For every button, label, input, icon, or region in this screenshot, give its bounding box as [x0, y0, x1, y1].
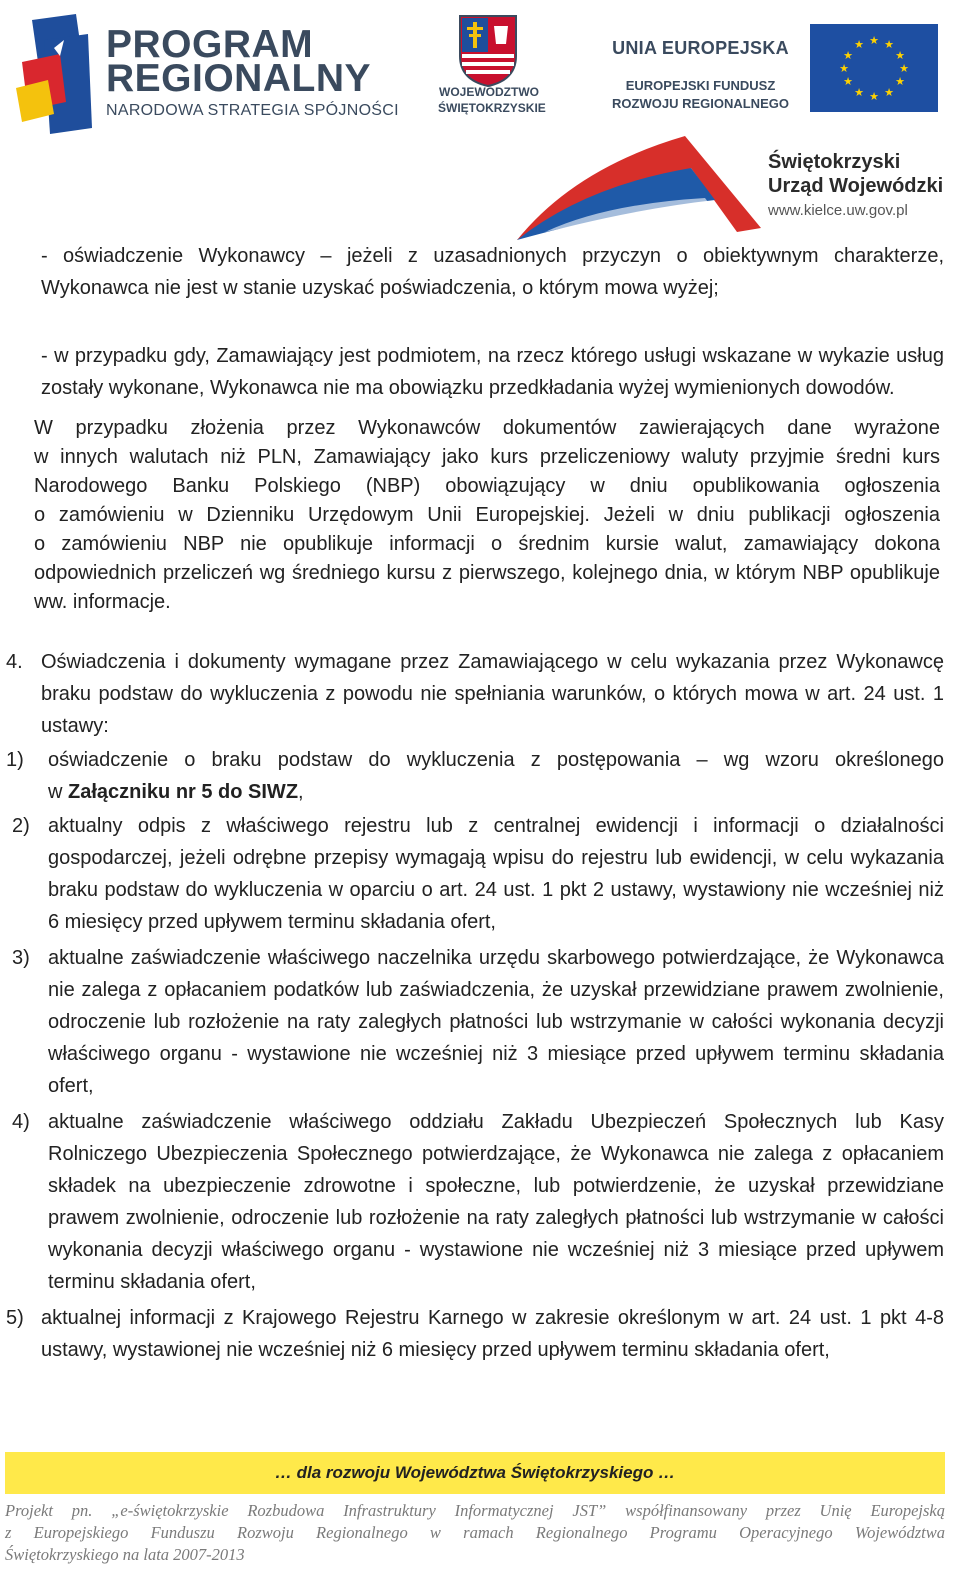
text-line: braku podstaw do wykluczenia z powodu nie spełniania warunków, o których mowa w art. 24 ust. 1	[41, 683, 944, 705]
text-line: prawem zwolnienie, odroczenie lub rozłożenie na raty zaległych płatności lub wstrzymanie w całości	[48, 1207, 944, 1229]
wojewodztwo-label	[438, 84, 546, 116]
text-line: Oświadczenia i dokumenty wymagane przez Zamawiającego w celu wykazania przez Wykonawcę	[41, 651, 944, 673]
text-line: wykonania decyzji właściwego organu - wystawione nie wcześniej niż 3 miesiące przed upływem	[48, 1239, 944, 1261]
suw-line1: Świętokrzyski	[768, 151, 901, 173]
text-line: o zamówieniu NBP nie opublikuje informacji o średnim kursie walut, zamawiający dokona	[34, 533, 940, 555]
ue-line2: EUROPEJSKI FUNDUSZ	[625, 78, 776, 93]
text-line: - oświadczenie Wykonawcy – jeżeli z uzasadnionych przyczyn o obiektywnym charakterze,	[41, 245, 944, 267]
list-item-number: 2)	[12, 815, 30, 837]
text-line: terminu składania ofert,	[48, 1271, 256, 1293]
text-line: oświadczenie o braku podstaw do wykluczenia z postępowania – wg wzoru określonego	[48, 749, 944, 771]
wojewodztwo-line2: ŚWIĘTOKRZYSKIE	[438, 101, 546, 115]
text-fragment: w	[48, 781, 68, 803]
list-item-number: 4)	[12, 1111, 30, 1133]
text-line: o zamówieniu w Dzienniku Urzędowym Unii Europejskiej. Jeżeli w dniu publikacji ogłoszenia	[34, 504, 940, 526]
text-line: aktualne zaświadczenie właściwego naczelnika urzędu skarbowego potwierdzające, że Wykonawca	[48, 947, 944, 969]
section-4-text	[41, 646, 944, 742]
svg-text:★: ★	[899, 62, 909, 75]
svg-text:★: ★	[895, 75, 905, 88]
ue-line3: ROZWOJU REGIONALNEGO	[612, 96, 789, 111]
list-item	[48, 1106, 944, 1298]
slogan-text: … dla rozwoju Województwa Świętokrzyskiego …	[274, 1463, 676, 1482]
paragraph-waluty	[34, 414, 940, 617]
text-line: zostały wykonane, Wykonawca nie ma obowiązku przedkładania wyżej wymienionych dowodów.	[41, 377, 895, 399]
svg-text:★: ★	[839, 62, 849, 75]
wojewodztwo-line1: WOJEWÓDZTWO	[439, 85, 539, 99]
svg-text:★: ★	[884, 38, 894, 51]
attachment-reference: Załączniku nr 5 do SIWZ	[68, 781, 299, 803]
suw-line2: Urząd Wojewódzki	[768, 175, 944, 197]
text-line: aktualne zaświadczenie właściwego oddziału Zakładu Ubezpieczeń Społecznych lub Kasy	[48, 1111, 944, 1133]
list-item	[48, 744, 944, 808]
ue-line1: UNIA EUROPEJSKA	[612, 38, 789, 58]
text-line: ustawy, wystawionej nie wcześniej niż 6 miesięcy przed upływem terminu składania ofert,	[41, 1339, 830, 1361]
suw-url: www.kielce.uw.gov.pl	[768, 202, 908, 219]
svg-text:★: ★	[884, 86, 894, 99]
svg-text:★: ★	[895, 49, 905, 62]
footnote-line: z Europejskiego Funduszu Rozwoju Regionalnego w ramach Regionalnego Programu Operacyjnego Województwa	[5, 1523, 945, 1542]
text-line: ofert,	[48, 1075, 94, 1097]
svg-text:★: ★	[869, 34, 879, 47]
program-regionalny-logo-icon	[14, 10, 94, 135]
text-line: Rolniczego Ubezpieczenia Społecznego potwierdzające, że Wykonawca nie zalega z opłacaniem	[48, 1143, 944, 1165]
eu-flag-icon	[810, 24, 938, 112]
list-item	[48, 942, 944, 1102]
svg-text:★: ★	[843, 49, 853, 62]
svg-text:★: ★	[854, 38, 864, 51]
footnote-line: Projekt pn. „e-świętokrzyskie Rozbudowa Infrastruktury Informatycznej JST” współfinansowany przez Unię Europejską	[5, 1501, 945, 1520]
list-item	[41, 1302, 944, 1366]
text-line: nie zalega z opłacaniem podatków lub zaświadczenia, że uzyskał przewidziane prawem zwolnienie,	[48, 979, 944, 1001]
program-regionalny-wordmark	[106, 23, 399, 120]
paragraph-zamawiajacy	[41, 340, 944, 404]
footnote-line: Świętokrzyskiego na lata 2007-2013	[5, 1545, 245, 1564]
text-line: aktualny odpis z właściwego rejestru lub z centralnej ewidencji i informacji o działalności	[48, 815, 944, 837]
program-line1: PROGRAM	[106, 23, 314, 66]
page-header	[0, 0, 960, 240]
slogan-banner	[5, 1452, 945, 1494]
text-line: 6 miesięcy przed upływem terminu składania ofert,	[48, 911, 496, 933]
program-line3: NARODOWA STRATEGIA SPÓJNOŚCI	[106, 102, 399, 119]
text-line: aktualnej informacji z Krajowego Rejestru Karnego w zakresie określonym w art. 24 ust. 1 pkt 4-8	[41, 1307, 944, 1329]
suw-label	[768, 150, 943, 219]
svg-text:★: ★	[869, 90, 879, 103]
text-line: braku podstaw do wykluczenia w oparciu o art. 24 ust. 1 pkt 2 ustawy, wystawiony nie wcześniej niż	[48, 879, 944, 901]
list-item-number: 5)	[6, 1307, 24, 1329]
text-line: odroczenie lub rozłożenie na raty zaległych płatności lub wstrzymanie w całości wykonania decyzji	[48, 1011, 944, 1033]
list-item	[48, 810, 944, 938]
text-line: ustawy:	[41, 715, 109, 737]
program-line2: REGIONALNY	[106, 57, 372, 100]
text-line: gospodarczej, jeżeli odrębne przepisy wymagają wpisu do rejestru lub ewidencji, w celu wykazania	[48, 847, 944, 869]
project-footnote	[5, 1500, 945, 1566]
eu-fund-label	[603, 38, 798, 113]
svg-text:★: ★	[843, 75, 853, 88]
text-fragment: ,	[298, 781, 304, 803]
text-line: właściwego organu - wystawione nie wcześniej niż 3 miesiące przed upływem terminu składania	[48, 1043, 944, 1065]
wojewodztwo-crest-icon	[456, 12, 520, 88]
paragraph-oswiadczenie	[41, 240, 944, 304]
svg-text:★: ★	[854, 86, 864, 99]
text-line: Narodowego Banku Polskiego (NBP) obowiązujący w dniu opublikowania ogłoszenia	[34, 475, 940, 497]
list-item-number: 1)	[6, 749, 24, 771]
text-line: odpowiednich przeliczeń wg średniego kursu z pierwszego, kolejnego dnia, w którym NBP opublikuje	[34, 562, 940, 584]
swietokrzyski-mountains-icon	[515, 128, 765, 246]
list-item-number: 3)	[12, 947, 30, 969]
text-line: składek na ubezpieczenie zdrowotne i społeczne, lub potwierdzenie, że uzyskał przewidziane	[48, 1175, 944, 1197]
text-line: ww. informacje.	[34, 591, 171, 613]
text-line: W przypadku złożenia przez Wykonawców dokumentów zawierających dane wyrażone	[34, 417, 940, 439]
text-line: Wykonawca nie jest w stanie uzyskać poświadczenia, o którym mowa wyżej;	[41, 277, 719, 299]
text-line: w innych walutach niż PLN, Zamawiający jako kurs przeliczeniowy waluty przyjmie średni kurs	[34, 446, 940, 468]
text-line	[48, 776, 944, 808]
section-number: 4.	[6, 651, 23, 673]
text-line: - w przypadku gdy, Zamawiający jest podmiotem, na rzecz którego usługi wskazane w wykazie usług	[41, 345, 944, 367]
